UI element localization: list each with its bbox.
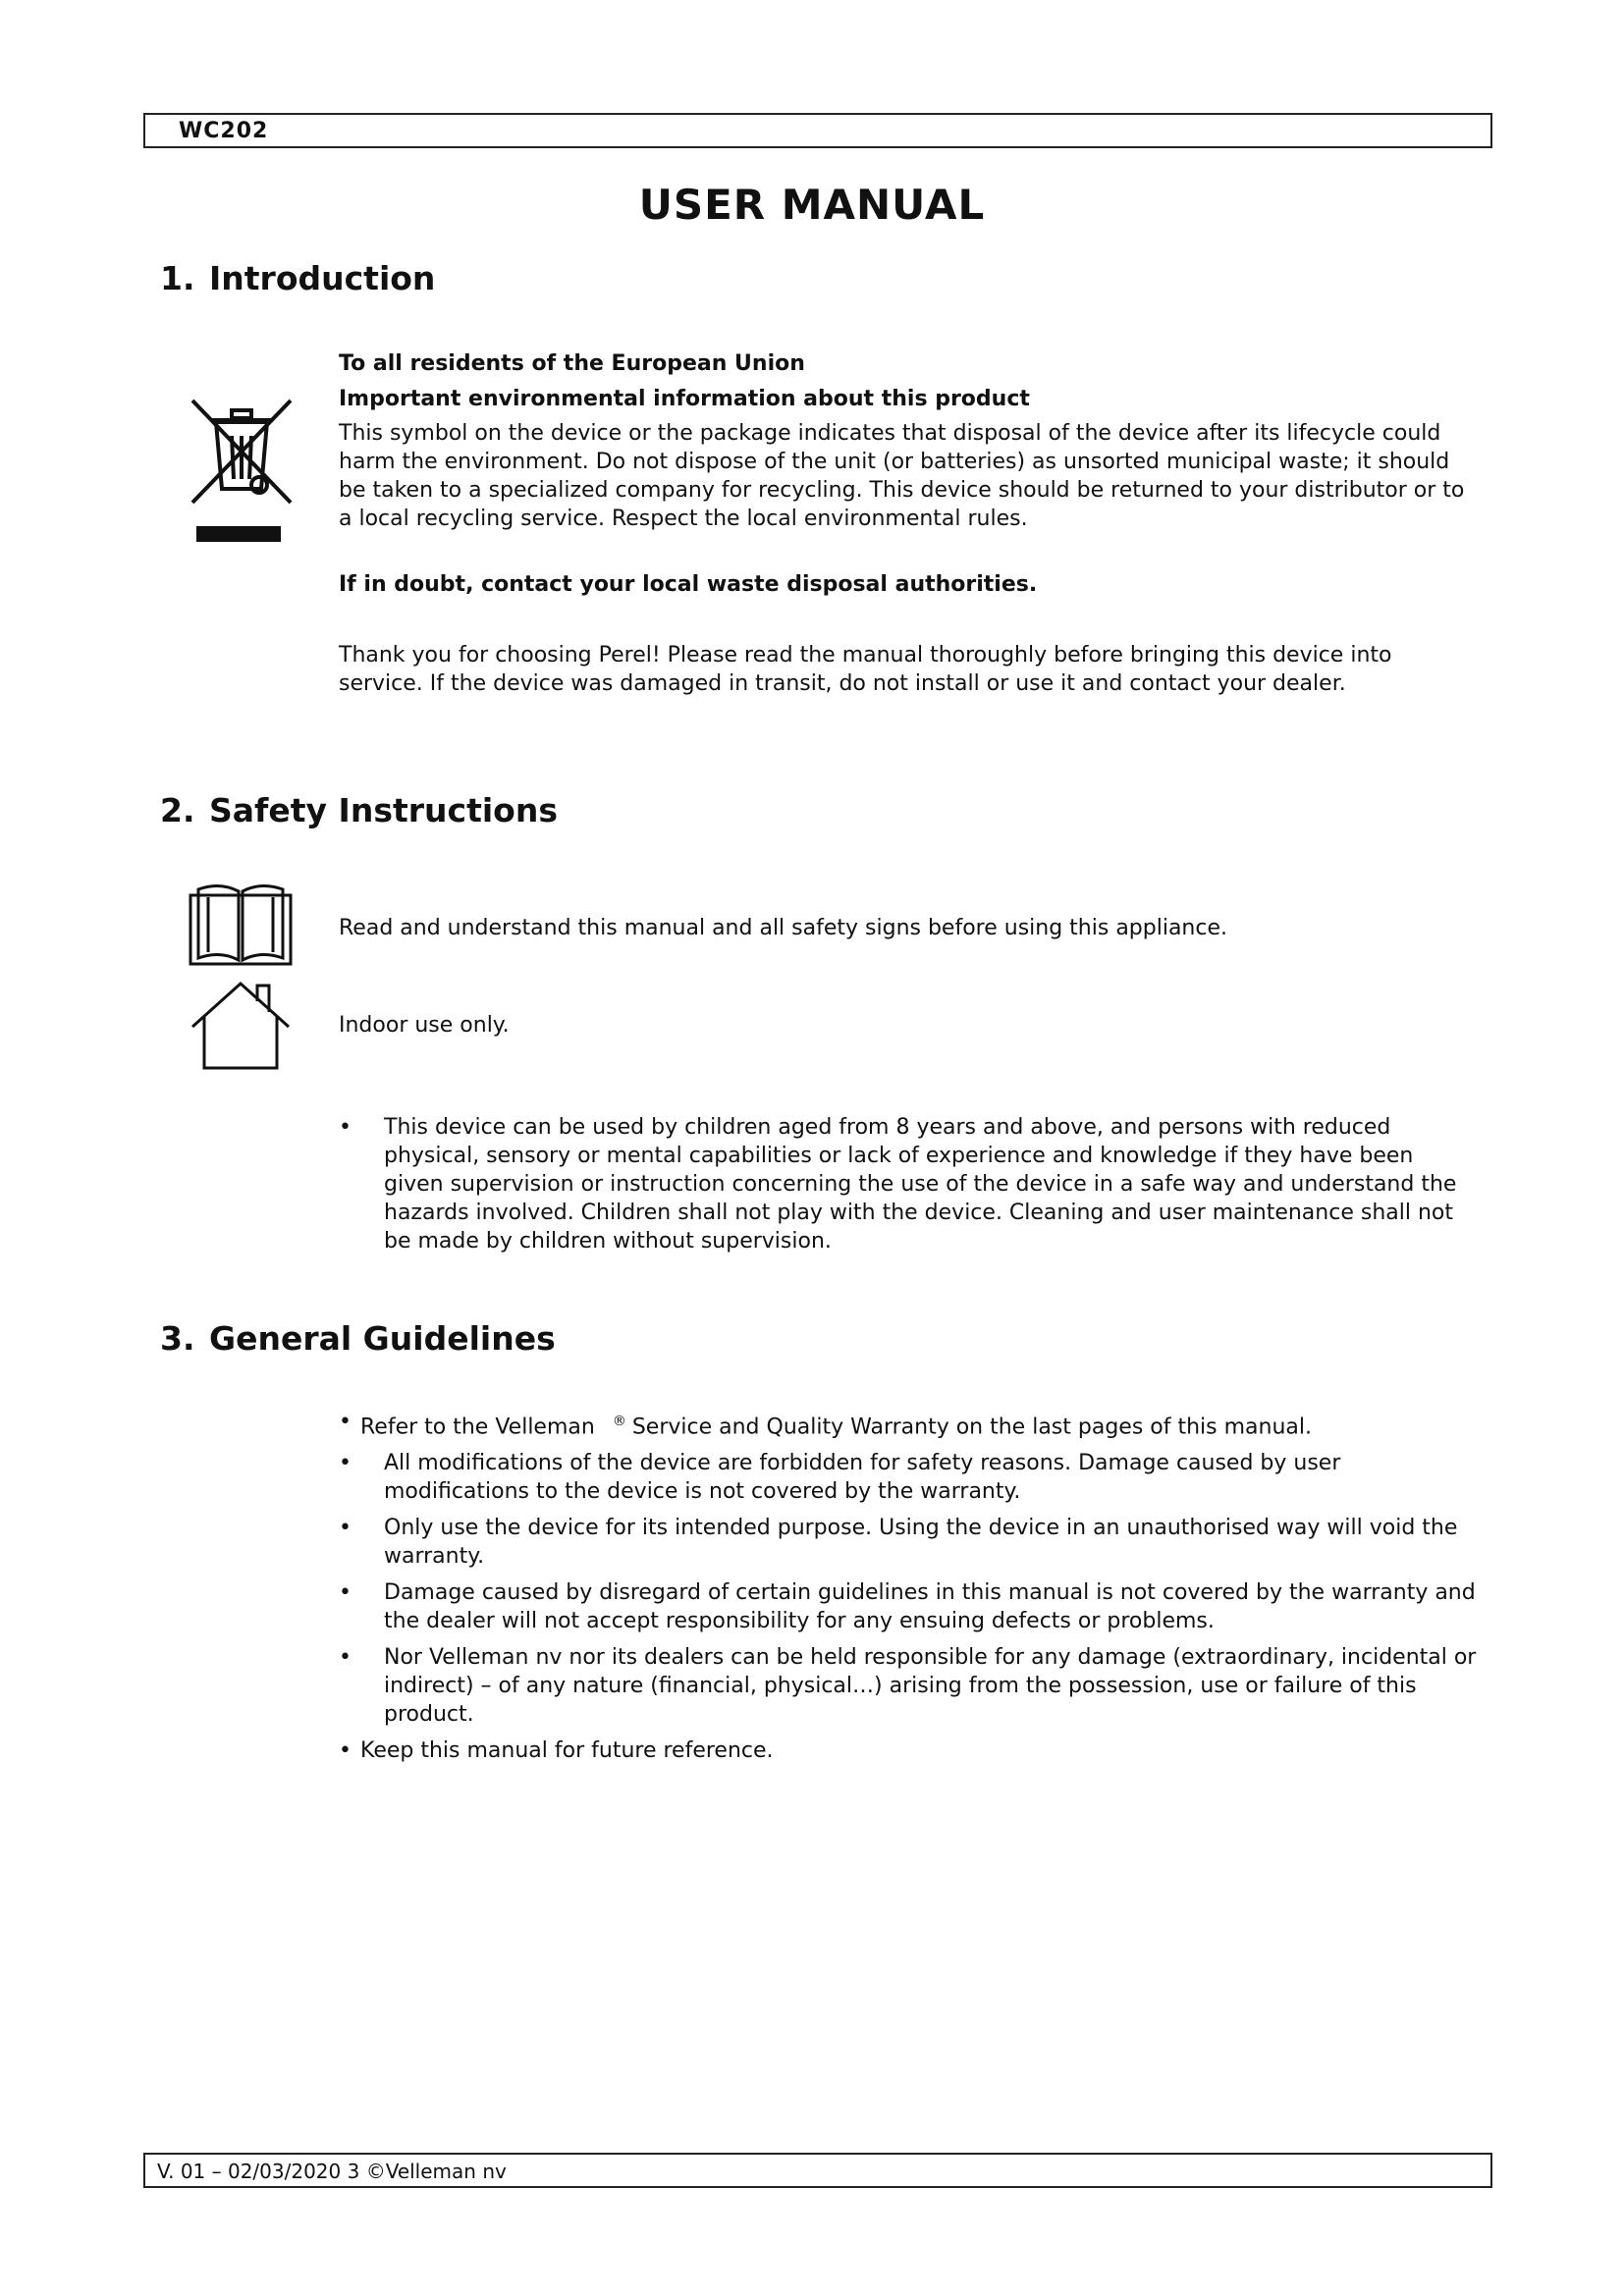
safety-bullet-list xyxy=(339,1113,1478,1263)
section-title: Safety Instructions xyxy=(209,791,558,829)
eu-residents-heading: To all residents of the European Union xyxy=(339,351,805,376)
list-item: • Keep this manual for future reference. xyxy=(339,1736,1478,1765)
env-info-text: This symbol on the device or the package indicates that disposal of the device after its lifecycle could harm the environment. Do not dispose of the unit (or batteries) as unsorted municipal waste; it should be taken to a specialized company for recycling. This device should be returned to your distributor or to a local recycling service. Respect the local environmental rules. xyxy=(339,421,1465,531)
warranty-ref-text-a: Refer to the Velleman xyxy=(360,1415,595,1440)
page-title: USER MANUAL xyxy=(638,181,986,229)
list-item: • Damage caused by disregard of certain guidelines in this manual is not covered by the warranty and the dealer will not accept responsibility for any ensuing defects or problems. xyxy=(339,1578,1478,1635)
guidelines-bullet-list xyxy=(339,1408,1478,1773)
weee-bin-icon xyxy=(183,393,300,550)
registered-mark: ® xyxy=(612,1414,626,1429)
list-item xyxy=(339,1408,1478,1441)
section-number: 2. xyxy=(160,791,195,829)
section-heading-guidelines xyxy=(160,1319,556,1358)
section-heading-introduction xyxy=(160,259,435,297)
thank-you-text: Thank you for choosing Perel! Please read the manual thoroughly before bringing this device into service. If the device was damaged in transit, do not install or use it and contact your dealer. xyxy=(339,643,1392,696)
indoor-house-icon xyxy=(187,978,295,1072)
read-manual-icon xyxy=(187,876,295,969)
page-header xyxy=(143,113,1492,148)
indoor-use-text: Indoor use only. xyxy=(339,1013,510,1038)
section-title: General Guidelines xyxy=(209,1319,556,1358)
waste-authorities-note: If in doubt, contact your local waste disposal authorities. xyxy=(339,572,1038,597)
section-heading-safety xyxy=(160,791,558,829)
section-number: 1. xyxy=(160,259,195,297)
list-item: • All modifications of the device are forbidden for safety reasons. Damage caused by user modifications to the device is not covered by the warranty. xyxy=(339,1449,1478,1506)
model-code: WC202 xyxy=(179,119,269,143)
list-item: • Nor Velleman nv nor its dealers can be held responsible for any damage (extraordinary, incidental or indirect) – of any nature (financial, physical…) arising from the possession, use or failure of this product. xyxy=(339,1643,1478,1729)
list-item: • Only use the device for its intended purpose. Using the device in an unauthorised way will void the warranty. xyxy=(339,1514,1478,1571)
section-title: Introduction xyxy=(209,259,436,297)
section-number: 3. xyxy=(160,1319,195,1358)
warranty-ref-text-b: Service and Quality Warranty on the last pages of this manual. xyxy=(631,1415,1313,1440)
read-manual-text: Read and understand this manual and all safety signs before using this appliance. xyxy=(339,916,1227,940)
env-info-heading: Important environmental information about this product xyxy=(339,387,1030,411)
list-item: • This device can be used by children aged from 8 years and above, and persons with reduced physical, sensory or mental capabilities or lack of experience and knowledge if they have been given supervision or instruction concerning the use of the device in a safe way and understand the hazards involved. Children shall not play with the device. Cleaning and user maintenance shall not be made by children without supervision. xyxy=(339,1113,1478,1255)
footer-version-text: V. 01 – 02/03/2020 3 ©Velleman nv xyxy=(157,2160,507,2183)
page-footer xyxy=(143,2153,1492,2188)
